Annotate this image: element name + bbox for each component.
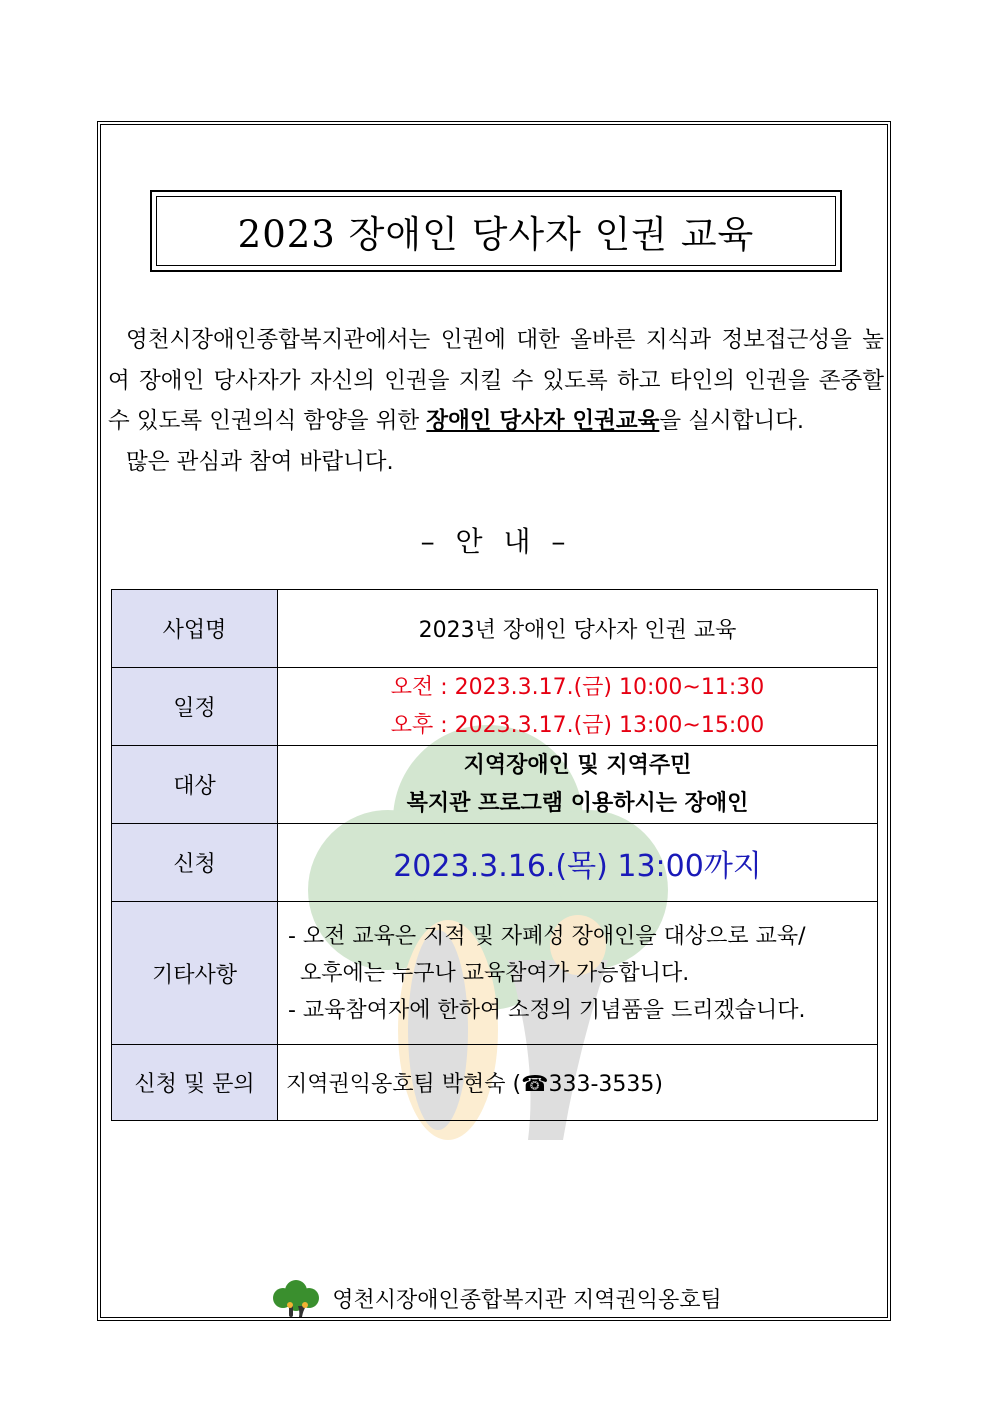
page-title: 2023 장애인 당사자 인권 교육 [237,213,755,256]
program-value: 2023년 장애인 당사자 인권 교육 [278,590,878,668]
footer-org-name: 영천시장애인종합복지관 지역권익옹호팀 [332,1287,722,1313]
schedule-label: 일정 [112,668,278,746]
table-row [112,902,878,1045]
guide-heading: – 안 내 – [420,525,572,558]
target-line1: 지역장애인 및 지역주민 [463,752,692,778]
table-row [112,668,878,746]
footer [0,1278,992,1318]
apply-value: 2023.3.16.(목) 13:00까지 [278,824,878,902]
notes-label: 기타사항 [112,902,278,1045]
schedule-pm: 오후 : 2023.3.17.(금) 13:00~15:00 [390,712,765,738]
schedule-value [278,668,878,746]
info-table [111,589,878,1121]
table-row [112,590,878,668]
target-label: 대상 [112,746,278,824]
intro-closing: 많은 관심과 참여 바랍니다. [126,448,394,475]
notes-line2: 오후에는 누구나 교육참여가 가능합니다. [300,960,690,986]
intro-paragraph: 영천시장애인종합복지관에서는 인권에 대한 올바른 지식과 정보접근성을 높여 장애인 당사자가 자신의 인권을 지킬 수 있도록 하고 타인의 인권을 존중할 수 있도록 인권의식 함양을 위한 장애인 당사자 인권교육을 실시합니다. 많은 관심과 참여 바랍니다. [108,320,884,482]
title-box [150,190,842,272]
intro-emphasis: 장애인 당사자 인권교육 [426,408,660,434]
target-value [278,746,878,824]
notes-line1: - 오전 교육은 지적 및 자폐성 장애인을 대상으로 교육/ [288,923,806,949]
program-label: 사업명 [112,590,278,668]
table-row [112,746,878,824]
apply-label: 신청 [112,824,278,902]
schedule-am: 오전 : 2023.3.17.(금) 10:00~11:30 [390,674,765,700]
table-row [112,1045,878,1121]
table-row [112,824,878,902]
notes-line3: - 교육참여자에 한하여 소정의 기념품을 드리겠습니다. [288,997,806,1023]
logo-tree-icon [270,1278,322,1318]
contact-label: 신청 및 문의 [112,1045,278,1121]
notes-value [278,902,878,1045]
target-line2: 복지관 프로그램 이용하시는 장애인 [406,790,749,816]
contact-value: 지역권익옹호팀 박현숙 (☎333-3535) [278,1045,878,1121]
